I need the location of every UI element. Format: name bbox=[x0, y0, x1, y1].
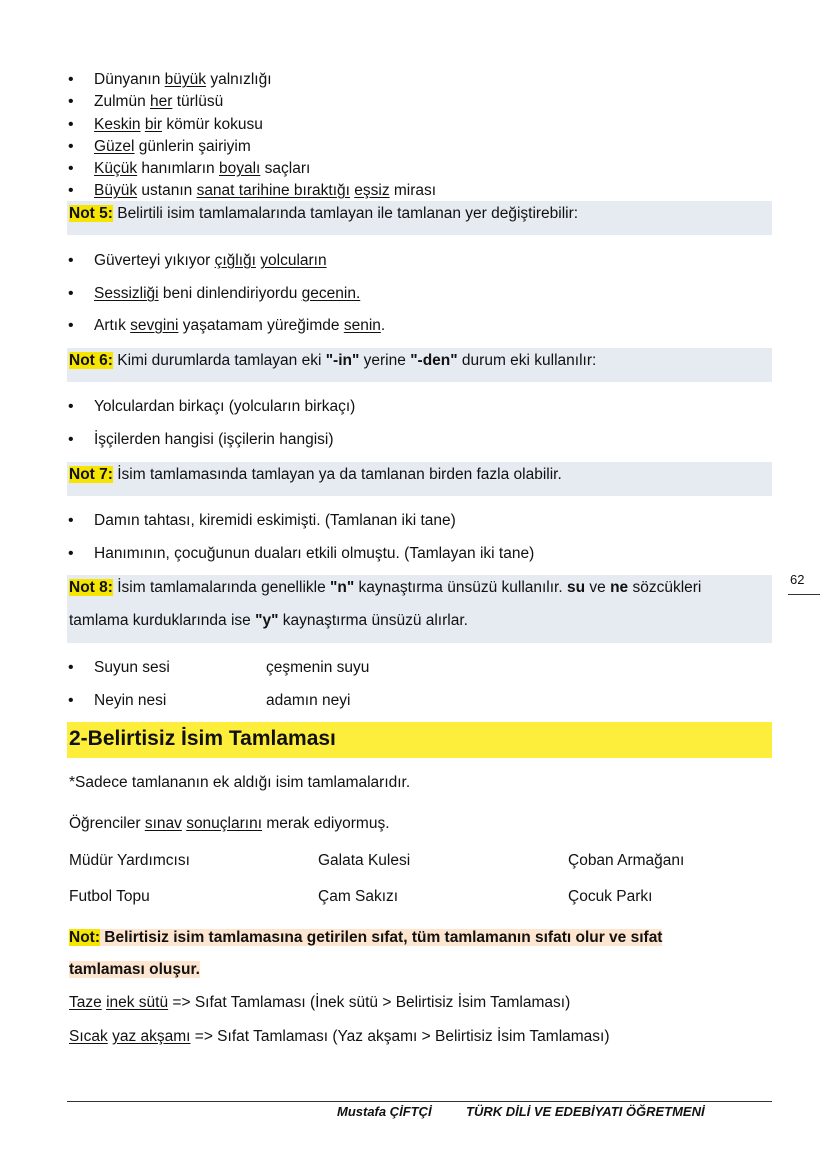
note-7-box: Not 7: İsim tamlamasında tamlayan ya da tamlanan birden fazla olabilir. bbox=[67, 462, 772, 496]
adjective-example: Sıcak yaz akşamı => Sıfat Tamlaması (Yaz akşamı > Belirtisiz İsim Tamlaması) bbox=[69, 1028, 610, 1045]
note-5-box bbox=[67, 201, 772, 235]
example-cell: Çoban Armağanı bbox=[568, 852, 685, 869]
list-item: •Neyin nesi bbox=[67, 692, 166, 710]
footer-rule bbox=[67, 1101, 772, 1102]
list-item: •Yolculardan birkaçı (yolcuların birkaçı) bbox=[67, 398, 355, 416]
note-8-label: Not 8: bbox=[69, 579, 113, 596]
example-cell: Çam Sakızı bbox=[318, 888, 399, 905]
footer-title: TÜRK DİLİ VE EDEBİYATI ÖĞRETMENİ bbox=[466, 1104, 705, 1119]
list-item: •Güverteyi yıkıyor çığlığı yolcuların bbox=[67, 252, 327, 270]
example-cell: Futbol Topu bbox=[69, 888, 150, 905]
section-heading: 2-Belirtisiz İsim Tamlaması bbox=[67, 722, 772, 758]
note-5-text: Belirtili isim tamlamalarında tamlayan ile tamlanan yer değiştirebilir: bbox=[112, 205, 579, 222]
note-6-box: Not 6: Kimi durumlarda tamlayan eki "-in" yerine "-den" durum eki kullanılır: bbox=[67, 348, 772, 382]
list-item: •Artık sevgini yaşatamam yüreğimde senin. bbox=[67, 317, 385, 335]
note-8-box: Not 8: İsim tamlamalarında genellikle "n" kaynaştırma ünsüzü kullanılır. su ve ne sözcükleri tamlama kurduklarında ise "y" kaynaştırma ünsüzü alırlar. bbox=[67, 575, 772, 643]
list-item: •Keskin bir kömür kokusu bbox=[67, 114, 263, 137]
list-item: •Damın tahtası, kiremidi eskimişti. (Tamlanan iki tane) bbox=[67, 512, 456, 530]
example-cell: Çocuk Parkı bbox=[568, 888, 653, 905]
note-5-label: Not 5: bbox=[69, 205, 113, 222]
list-item: •Büyük ustanın sanat tarihine bıraktığı eşsiz mirası bbox=[67, 180, 436, 203]
footer-author: Mustafa ÇİFTÇİ bbox=[337, 1104, 432, 1119]
final-note-cont: tamlaması oluşur. bbox=[69, 961, 200, 978]
final-note: Not: Belirtisiz isim tamlamasına getirilen sıfat, tüm tamlamanın sıfatı olur ve sıfat bbox=[69, 929, 663, 946]
example-sentence: Öğrenciler sınav sonuçlarını merak ediyormuş. bbox=[69, 815, 390, 832]
example-cell: Galata Kulesi bbox=[318, 852, 411, 869]
list-item: •Zulmün her türlüsü bbox=[67, 91, 223, 114]
list-item: •Küçük hanımların boyalı saçları bbox=[67, 158, 310, 181]
adjective-example: Taze inek sütü => Sıfat Tamlaması (İnek sütü > Belirtisiz İsim Tamlaması) bbox=[69, 994, 571, 1011]
list-item-pair: adamın neyi bbox=[266, 692, 351, 709]
note-7-label: Not 7: bbox=[69, 466, 113, 483]
example-cell: Müdür Yardımcısı bbox=[69, 852, 190, 869]
list-item: •Suyun sesi bbox=[67, 659, 170, 677]
page-number-rule bbox=[788, 594, 820, 595]
list-item: •İşçilerden hangisi (işçilerin hangisi) bbox=[67, 431, 334, 449]
note-6-label: Not 6: bbox=[69, 352, 113, 369]
list-item-pair: çeşmenin suyu bbox=[266, 659, 370, 676]
page-number: 62 bbox=[790, 572, 805, 587]
list-item: •Sessizliği beni dinlendiriyordu gecenin. bbox=[67, 285, 360, 303]
list-item: •Dünyanın büyük yalnızlığı bbox=[67, 69, 272, 92]
list-item: •Hanımının, çocuğunun duaları etkili olmuştu. (Tamlayan iki tane) bbox=[67, 545, 534, 563]
list-item: •Güzel günlerin şairiyim bbox=[67, 136, 251, 159]
definition-text: *Sadece tamlananın ek aldığı isim tamlamalarıdır. bbox=[69, 774, 411, 791]
